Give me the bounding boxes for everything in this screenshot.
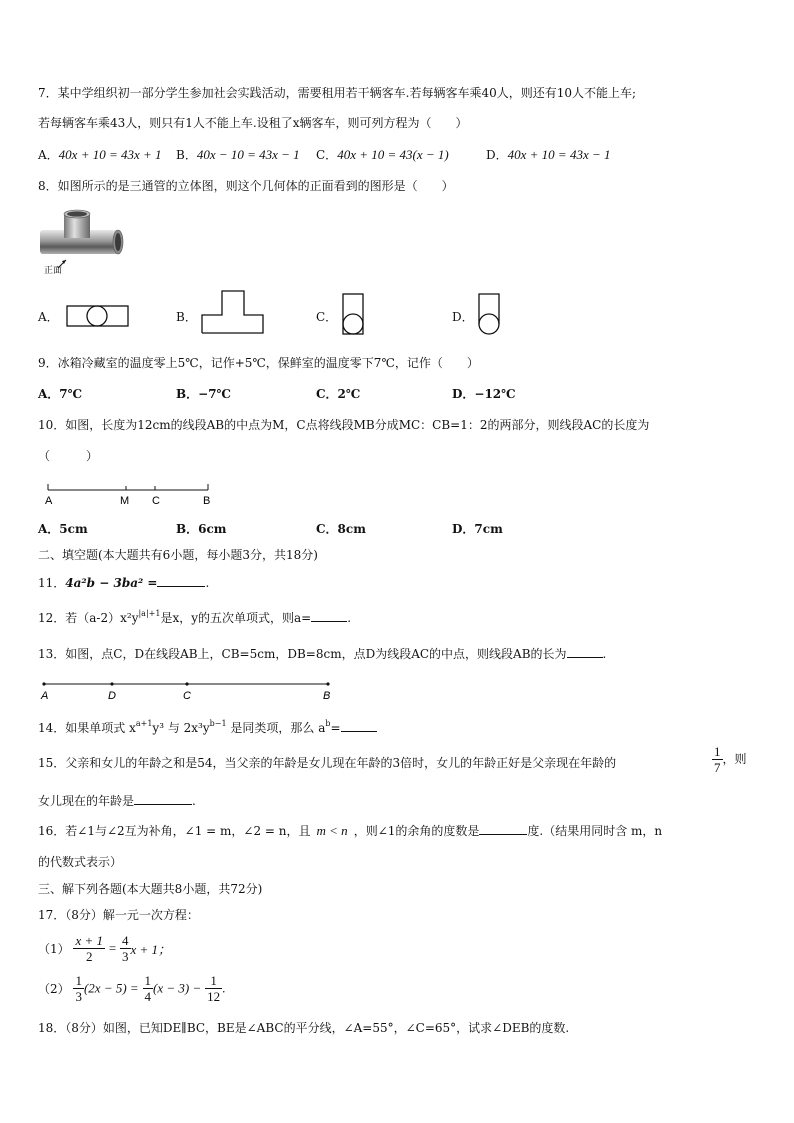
section-2-heading: 二、填空题(本大题共有6小题，每小题3分，共18分) [38,548,318,562]
q11-answer-blank[interactable] [157,574,205,587]
q16-condition: m < n [316,823,348,838]
q9-option-b: B．−7℃ [176,387,231,401]
fraction-numerator: 1 [144,973,152,988]
q15-line1 [38,754,616,771]
q7-line1: 7．某中学组织初一部分学生参加社会实践活动，需要租用若干辆客车.若每辆客车乘40人，则还有10人不能上车; [38,86,637,100]
q16-line1c: 度.（结果用同时含 m，n [527,824,663,838]
q17-part2-term-a: (2x − 5) = [83,980,139,996]
q14-exp1: a+1 [135,719,153,728]
q7-line2: 若每辆客车乘43人，则只有1人不能上车.设租了x辆客车，则可列方程为（ ） [38,116,468,130]
q15-line1-text: 15．父亲和女儿的年龄之和是54，当父亲的年龄是女儿现在年龄的3倍时，女儿的年龄正好是父亲现在年龄的 [38,756,617,770]
fraction-denominator: 7 [714,760,721,775]
point-b-label: B [323,690,331,702]
q12 [38,609,351,626]
q9-option-c: C．2℃ [316,387,361,401]
q12-answer-blank[interactable] [311,609,347,622]
q14 [38,719,377,736]
section-3-heading: 三、解下列各题(本大题共8小题，共72分) [38,882,263,896]
q9-text: 9．冰箱冷藏室的温度零上5℃，记作+5℃，保鲜室的温度零下7℃，记作（ ） [38,356,479,370]
q7-option-d [486,146,610,163]
q14-text4: = [330,721,341,735]
option-a-figure [66,305,130,329]
q11 [38,574,209,591]
fraction-denominator: 4 [144,989,152,1004]
option-label: B． [176,148,197,162]
q10-segment-figure [40,478,220,508]
q10-option-a: A．5cm [38,522,88,536]
option-expr: 40x + 10 = 43x − 1 [507,147,611,162]
fraction-numerator: 1 [75,973,82,988]
option-b-figure [200,289,266,335]
q16-line1b: ，则∠1的余角的度数是 [353,824,480,838]
point-m-label: M [120,495,130,507]
point-c-label: C [183,690,191,702]
option-label: A． [38,148,59,162]
q16-answer-blank[interactable] [479,822,527,835]
q7-option-c [316,146,449,163]
q11-expr: 4a²b − 3ba² = [65,576,158,590]
equals-sign: = [108,940,117,956]
q8-option-c-label: C． [316,310,338,324]
q8-option-d-label: D． [452,310,474,324]
q16-line1 [38,822,662,839]
fraction-denominator: 3 [122,949,129,964]
q12-mid: 是x，y的五次单项式，则a= [160,611,312,625]
option-label: D． [486,148,508,162]
q17-part2-term-b: (x − 3) − [153,980,202,996]
q17-part1-tail: x + 1； [130,942,172,957]
fraction-denominator: 12 [207,989,221,1004]
q14-text1: 14．如果单项式 x [38,721,136,735]
q17-part1 [38,933,171,964]
q14-exp3: b [325,719,331,728]
q16-line1a: 16．若∠1与∠2互为补角，∠1 = m，∠2 = n，且 [38,824,311,838]
fraction-numerator: 1 [714,744,721,759]
q13-segment-figure [38,676,338,704]
fraction-numerator: 4 [122,933,129,948]
option-label: C． [316,148,338,162]
q10-option-b: B．6cm [176,522,227,536]
q12-suffix: . [347,611,352,625]
point-a-label: A [45,495,53,507]
q10-option-d: D．7cm [452,522,503,536]
q8-option-a-label: A． [38,310,59,324]
q14-exp2: b−1 [209,719,227,728]
q16-line2: 的代数式表示） [38,855,123,869]
option-expr: 40x + 10 = 43x + 1 [58,147,162,162]
q7-option-a [38,146,162,163]
fraction-numerator: 1 [205,973,222,989]
q14-answer-blank[interactable] [341,719,377,732]
q15-line2 [38,792,196,809]
q10-line2: （ ） [38,449,99,463]
option-c-figure [340,292,366,338]
q17-part2 [38,973,225,1004]
fraction-numerator: x + 1 [75,933,104,948]
q15-fraction [712,744,747,775]
q13-suffix: . [602,647,607,661]
q17-part2-end: . [222,980,226,996]
q17-part2-label: （2） [38,982,70,996]
q12-prefix: 12．若（a-2）x²y [38,611,139,625]
point-a-label: A [41,690,49,702]
option-d-figure [476,292,502,338]
option-expr: 40x − 10 = 43x − 1 [196,147,300,162]
q11-prefix: 11． [38,576,66,590]
q14-text3: 是同类项，那么 a [226,721,326,735]
q13-answer-blank[interactable] [567,645,603,658]
q8-text: 8．如图所示的是三通管的立体图，则这个几何体的正面看到的图形是（ ） [38,179,454,193]
q10-line1: 10．如图，长度为12cm的线段AB的中点为M，C点将线段MB分成MC：CB=1：2的两部分，则线段AC的长度为 [38,418,650,432]
q15-line2-text: 女儿现在的年龄是 [38,794,135,808]
point-b-label: B [203,495,211,507]
point-c-label: C [152,495,160,507]
fraction-denominator: 3 [75,989,82,1004]
q9-option-d: D．−12℃ [452,387,516,401]
q11-suffix: . [205,576,210,590]
q15-answer-blank[interactable] [134,792,192,805]
q18-text: 18．（8分）如图，已知DE∥BC，BE是∠ABC的平分线，∠A=55°，∠C=65°，试求∠DEB的度数. [38,1021,570,1035]
q15-line1-end: ，则 [722,752,747,766]
option-expr: 40x + 10 = 43(x − 1) [337,147,449,162]
fraction-denominator: 2 [85,949,93,964]
q8-option-b-label: B． [176,310,197,324]
front-label: 正面 [44,266,63,276]
q17-part1-label: （1） [38,942,70,956]
q17-text: 17．（8分）解一元一次方程： [38,908,199,922]
q10-option-c: C．8cm [316,522,366,536]
point-d-label: D [108,690,116,702]
q7-option-b [176,146,300,163]
q13 [38,645,606,662]
q13-text: 13．如图，点C，D在线段AB上，CB=5cm，DB=8cm，点D为线段AC的中点，则线段AB的长为 [38,647,567,661]
q15-suffix: . [192,794,196,808]
q9-option-a: A．7℃ [38,387,83,401]
q14-text2: y³ 与 2x³y [152,721,210,735]
q12-exponent: |a|+1 [138,609,161,618]
